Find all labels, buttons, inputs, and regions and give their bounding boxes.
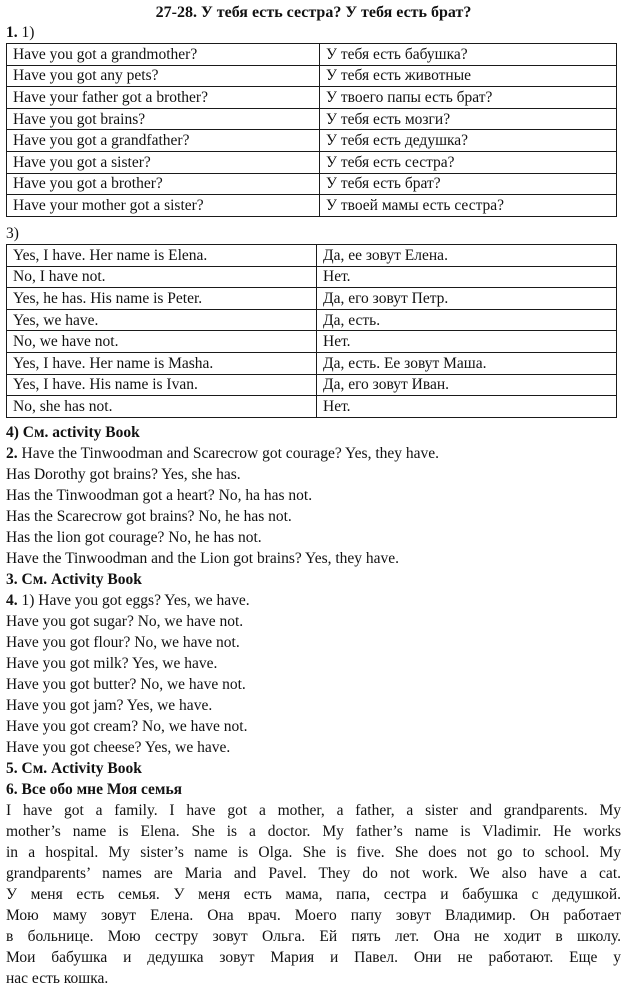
text-line: Have you got sugar? No, we have not. — [6, 613, 244, 630]
table-row — [7, 288, 617, 310]
text-line: Have you got cheese? Yes, we have. — [6, 739, 231, 756]
english-cell: Have you got a grandmother? — [7, 44, 320, 66]
text-line: Has the Tinwoodman got a heart? No, ha has not. — [6, 487, 313, 504]
section-4-heading: 4) См. activity Book — [6, 424, 140, 441]
english-paragraph — [6, 800, 621, 884]
english-cell: No, she has not. — [7, 396, 317, 418]
english-cell: Yes, he has. His name is Peter. — [7, 288, 317, 310]
english-cell: Have your father got a brother? — [7, 87, 320, 109]
russian-cell: Нет. — [317, 331, 617, 353]
paragraph-line: Мои бабушка и дедушка зовут Мария и Павел. Они не работают. Еще у — [6, 949, 621, 966]
russian-cell: У твоего папы есть брат? — [320, 87, 617, 109]
text-line: 2. Have the Tinwoodman and Scarecrow got courage? Yes, they have. — [6, 445, 440, 462]
english-cell: Have you got a sister? — [7, 151, 320, 173]
russian-cell: У тебя есть дедушка? — [320, 130, 617, 152]
task-number: 2. — [6, 445, 18, 462]
table-row — [7, 352, 617, 374]
answers-table — [6, 244, 617, 418]
section-6-heading: 6. Все обо мне Моя семья — [6, 781, 183, 798]
english-cell: No, I have not. — [7, 266, 317, 288]
table-row — [7, 130, 617, 152]
page-title: 27-28. У тебя есть сестра? У тебя есть брат? — [155, 4, 472, 21]
english-cell: Yes, we have. — [7, 309, 317, 331]
questions-table — [6, 43, 617, 217]
russian-cell: У твоей мамы есть сестра? — [320, 195, 617, 217]
russian-cell: Да, его зовут Петр. — [317, 288, 617, 310]
russian-cell: Да, есть. Ее зовут Маша. — [317, 352, 617, 374]
russian-cell: У тебя есть животные — [320, 65, 617, 87]
text-line: 4. 1) Have you got eggs? Yes, we have. — [6, 592, 250, 609]
english-cell: Have you got a grandfather? — [7, 130, 320, 152]
english-cell: Have you got a brother? — [7, 173, 320, 195]
table-row — [7, 44, 617, 66]
russian-cell: У тебя есть сестра? — [320, 151, 617, 173]
text-line: Have the Tinwoodman and the Lion got brains? Yes, they have. — [6, 550, 400, 567]
russian-cell: Да, его зовут Иван. — [317, 374, 617, 396]
paragraph-line: нас есть кошка. — [6, 970, 109, 987]
paragraph-line: Мою маму зовут Елена. Она врач. Моего папу зовут Владимир. Он работает — [6, 907, 621, 924]
section-3-label: 3) — [6, 225, 19, 242]
section-1-number: 1. — [6, 24, 18, 41]
paragraph-line: I have got a family. I have got a mother, a father, a sister and grandparents. My — [6, 802, 621, 819]
english-cell: Have your mother got a sister? — [7, 195, 320, 217]
answer-lines — [6, 422, 621, 989]
russian-cell: Да, есть. — [317, 309, 617, 331]
table-row — [7, 173, 617, 195]
table-row — [7, 151, 617, 173]
paragraph-line: в больнице. Мою сестру зовут Ольга. Ей пять лет. Она не ходит в школу. — [6, 928, 621, 945]
english-cell: No, we have not. — [7, 331, 317, 353]
section-1-heading — [6, 24, 34, 41]
paragraph-line: in a hospital. My sister’s name is Olga. She is five. She does not go to school. My — [6, 844, 621, 861]
russian-cell: Нет. — [317, 396, 617, 418]
russian-cell: Нет. — [317, 266, 617, 288]
paragraph-line: mother’s name is Elena. She is a doctor. My father’s name is Vladimir. He works — [6, 823, 621, 840]
russian-cell: У тебя есть брат? — [320, 173, 617, 195]
table-row — [7, 266, 617, 288]
table-row — [7, 108, 617, 130]
text-line: Has the lion got courage? No, he has not. — [6, 529, 262, 546]
russian-paragraph — [6, 884, 621, 989]
text-line: Have you got jam? Yes, we have. — [6, 697, 213, 714]
table-row — [7, 396, 617, 418]
russian-cell: У тебя есть бабушка? — [320, 44, 617, 66]
text-line: Have you got milk? Yes, we have. — [6, 655, 218, 672]
english-cell: Yes, I have. His name is Ivan. — [7, 374, 317, 396]
english-cell: Have you got any pets? — [7, 65, 320, 87]
section-5-heading: 5. См. Activity Book — [6, 760, 142, 777]
text-line: Have you got flour? No, we have not. — [6, 634, 240, 651]
table-row — [7, 65, 617, 87]
english-cell: Yes, I have. Her name is Elena. — [7, 245, 317, 267]
paragraph-line: grandparents’ names are Maria and Pavel. They do not work. We also have a cat. — [6, 865, 621, 882]
section-1-sub: 1) — [21, 24, 35, 41]
text-line: Has Dorothy got brains? Yes, she has. — [6, 466, 241, 483]
text-line: Have you got cream? No, we have not. — [6, 718, 248, 735]
paragraph-line: У меня есть семья. У меня есть мама, папа, сестра и бабушка с дедушкой. — [6, 886, 621, 903]
russian-cell: У тебя есть мозги? — [320, 108, 617, 130]
section-3-heading: 3. См. Activity Book — [6, 571, 142, 588]
table-row — [7, 195, 617, 217]
table-row — [7, 331, 617, 353]
table-row — [7, 245, 617, 267]
text-line: Has the Scarecrow got brains? No, he has not. — [6, 508, 292, 525]
text-line: Have you got butter? No, we have not. — [6, 676, 246, 693]
table-row — [7, 374, 617, 396]
english-cell: Have you got brains? — [7, 108, 320, 130]
table-row — [7, 309, 617, 331]
table-row — [7, 87, 617, 109]
russian-cell: Да, ее зовут Елена. — [317, 245, 617, 267]
task-number: 4. — [6, 592, 18, 609]
english-cell: Yes, I have. Her name is Masha. — [7, 352, 317, 374]
